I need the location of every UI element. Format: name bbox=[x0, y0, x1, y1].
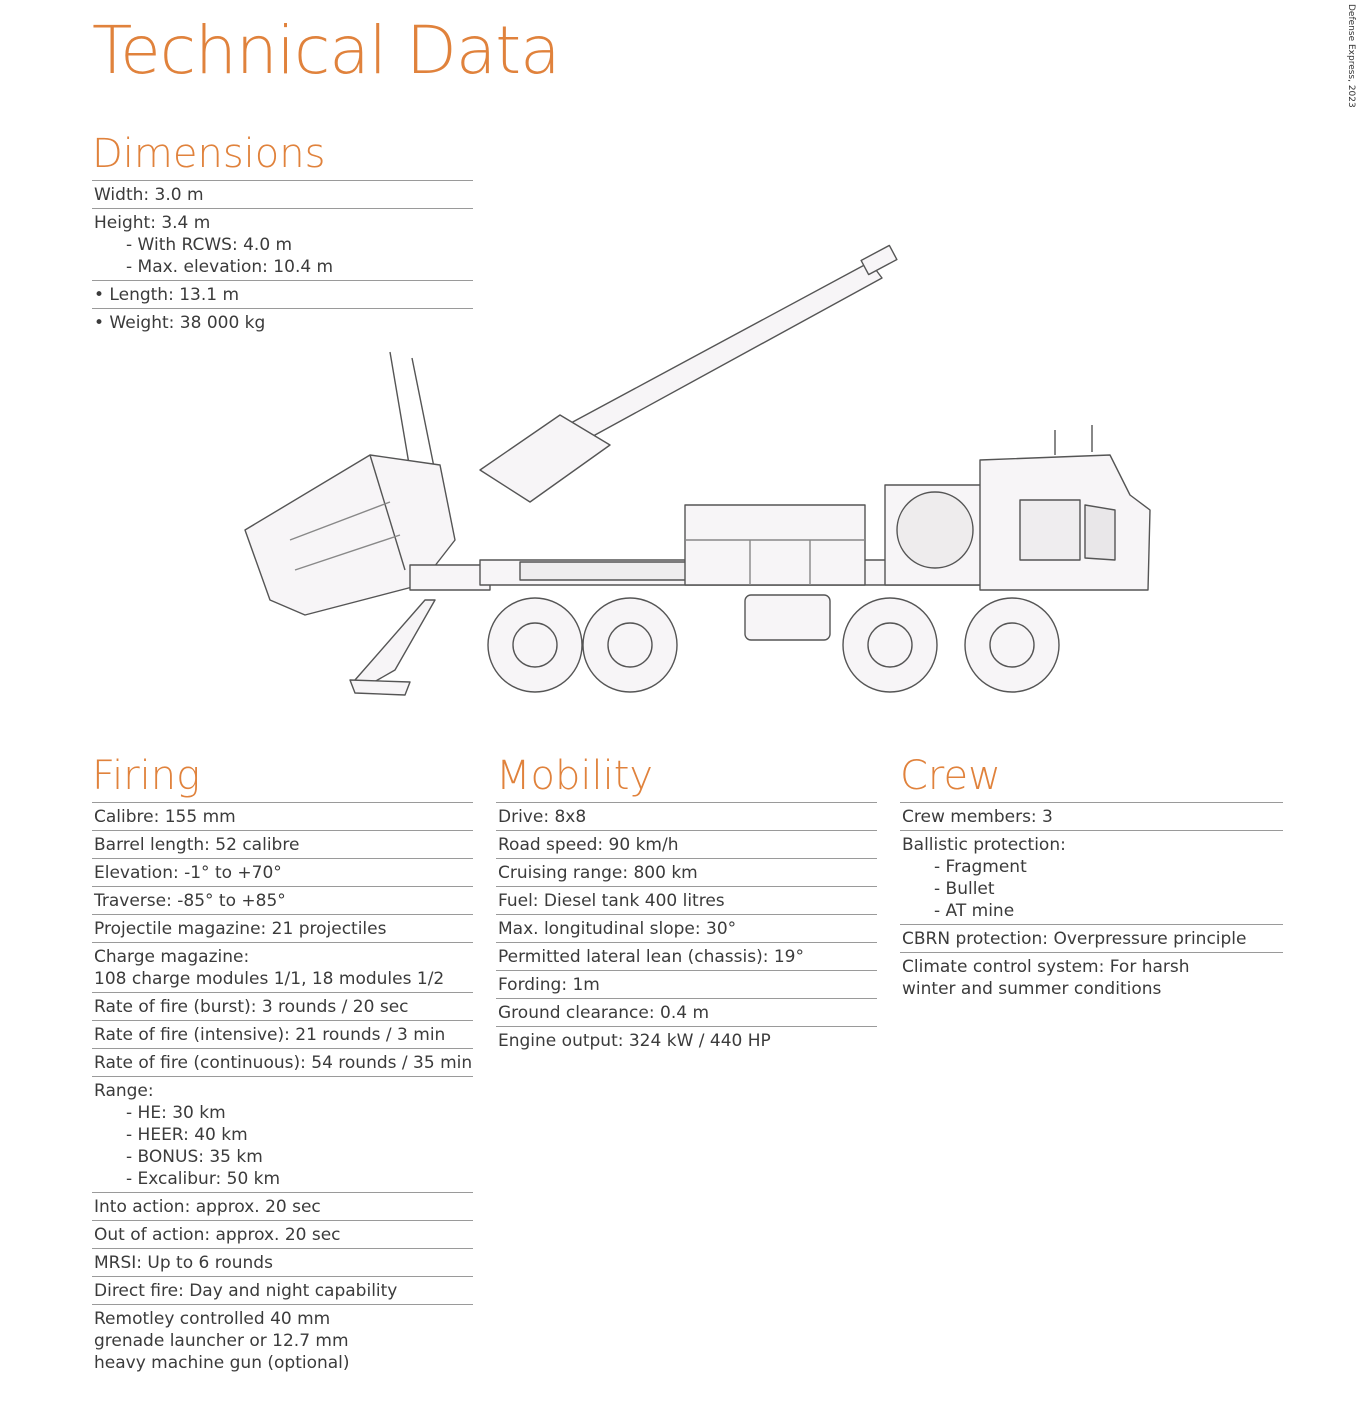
mobility-spec-row bbox=[496, 803, 877, 831]
dimensions-spec-row bbox=[92, 181, 473, 209]
spec-sub-item: - Excalibur: 50 km bbox=[126, 1169, 281, 1189]
spec-label: Out of action: approx. 20 sec bbox=[94, 1225, 341, 1245]
spec-label: Rate of fire (burst): 3 rounds / 20 sec bbox=[94, 997, 409, 1017]
spec-label: Range: bbox=[94, 1081, 154, 1101]
firing-section bbox=[92, 750, 473, 1376]
spec-label: Remotley controlled 40 mm bbox=[94, 1309, 331, 1329]
firing-spec-row bbox=[92, 1221, 473, 1249]
firing-spec-row bbox=[92, 1249, 473, 1277]
mobility-spec-row bbox=[496, 1027, 877, 1054]
firing-list bbox=[92, 802, 473, 1376]
spec-label: Permitted lateral lean (chassis): 19° bbox=[498, 947, 804, 967]
crew-section bbox=[900, 750, 1283, 1002]
mobility-heading: Mobility bbox=[496, 753, 654, 799]
spec-label: Rate of fire (intensive): 21 rounds / 3 min bbox=[94, 1025, 446, 1045]
spec-label: Crew members: 3 bbox=[902, 807, 1053, 827]
mobility-spec-row bbox=[496, 859, 877, 887]
howitzer-vehicle-illustration bbox=[230, 240, 1170, 710]
spec-label: CBRN protection: Overpressure principle bbox=[902, 929, 1247, 949]
firing-spec-row bbox=[92, 1193, 473, 1221]
spec-sub-item: - Max. elevation: 10.4 m bbox=[126, 257, 334, 277]
firing-spec-row bbox=[92, 993, 473, 1021]
spec-label: Charge magazine: bbox=[94, 947, 250, 967]
spec-label: Fording: 1m bbox=[498, 975, 600, 995]
firing-spec-row bbox=[92, 915, 473, 943]
spec-continuation: grenade launcher or 12.7 mm bbox=[94, 1331, 349, 1351]
spec-label: Height: 3.4 m bbox=[94, 213, 211, 233]
spec-label: Cruising range: 800 km bbox=[498, 863, 698, 883]
firing-spec-row bbox=[92, 1021, 473, 1049]
firing-spec-row bbox=[92, 859, 473, 887]
spec-label: Ground clearance: 0.4 m bbox=[498, 1003, 709, 1023]
spec-continuation: 108 charge modules 1/1, 18 modules 1/2 bbox=[94, 969, 445, 989]
firing-spec-row bbox=[92, 831, 473, 859]
spec-sub-item: - BONUS: 35 km bbox=[126, 1147, 263, 1167]
crew-spec-row bbox=[900, 803, 1283, 831]
crew-list bbox=[900, 802, 1283, 1002]
spec-label: • Weight: 38 000 kg bbox=[94, 313, 266, 333]
spec-label: Calibre: 155 mm bbox=[94, 807, 236, 827]
image-credit: Defense Express, 2023 bbox=[1346, 4, 1356, 108]
firing-spec-row bbox=[92, 1049, 473, 1077]
mobility-spec-row bbox=[496, 943, 877, 971]
mobility-spec-row bbox=[496, 887, 877, 915]
spec-label: • Length: 13.1 m bbox=[94, 285, 240, 305]
crew-spec-row bbox=[900, 831, 1283, 925]
crew-spec-row bbox=[900, 925, 1283, 953]
spec-label: Fuel: Diesel tank 400 litres bbox=[498, 891, 725, 911]
spec-sub-item: - With RCWS: 4.0 m bbox=[126, 235, 293, 255]
spec-label: Climate control system: For harsh bbox=[902, 957, 1190, 977]
spec-label: Barrel length: 52 calibre bbox=[94, 835, 300, 855]
mobility-section bbox=[496, 750, 877, 1054]
firing-spec-row bbox=[92, 1077, 473, 1193]
spec-sub-item: - AT mine bbox=[934, 901, 1015, 921]
spec-label: Width: 3.0 m bbox=[94, 185, 204, 205]
firing-spec-row bbox=[92, 943, 473, 993]
firing-spec-row bbox=[92, 1305, 473, 1376]
spec-label: Into action: approx. 20 sec bbox=[94, 1197, 321, 1217]
spec-label: Direct fire: Day and night capability bbox=[94, 1281, 398, 1301]
firing-spec-row bbox=[92, 887, 473, 915]
mobility-spec-row bbox=[496, 971, 877, 999]
firing-spec-row bbox=[92, 1277, 473, 1305]
crew-heading: Crew bbox=[900, 753, 1001, 799]
mobility-list bbox=[496, 802, 877, 1054]
crew-spec-row bbox=[900, 953, 1283, 1002]
spec-label: Rate of fire (continuous): 54 rounds / 35 min bbox=[94, 1053, 473, 1073]
mobility-spec-row bbox=[496, 999, 877, 1027]
spec-label: Engine output: 324 kW / 440 HP bbox=[498, 1031, 771, 1051]
spec-sub-item: - HE: 30 km bbox=[126, 1103, 226, 1123]
spec-sub-item: - Fragment bbox=[934, 857, 1027, 877]
spec-label: Elevation: -1° to +70° bbox=[94, 863, 282, 883]
firing-heading: Firing bbox=[92, 753, 201, 799]
page-title: Technical Data bbox=[92, 12, 560, 89]
dimensions-heading: Dimensions bbox=[92, 131, 326, 177]
firing-spec-row bbox=[92, 803, 473, 831]
spec-continuation: heavy machine gun (optional) bbox=[94, 1353, 350, 1373]
spec-label: MRSI: Up to 6 rounds bbox=[94, 1253, 273, 1273]
spec-label: Drive: 8x8 bbox=[498, 807, 587, 827]
mobility-spec-row bbox=[496, 831, 877, 859]
spec-label: Traverse: -85° to +85° bbox=[94, 891, 286, 911]
mobility-spec-row bbox=[496, 915, 877, 943]
spec-sub-item: - HEER: 40 km bbox=[126, 1125, 248, 1145]
spec-sub-item: - Bullet bbox=[934, 879, 995, 899]
spec-label: Ballistic protection: bbox=[902, 835, 1066, 855]
spec-label: Road speed: 90 km/h bbox=[498, 835, 679, 855]
spec-label: Max. longitudinal slope: 30° bbox=[498, 919, 737, 939]
spec-label: Projectile magazine: 21 projectiles bbox=[94, 919, 387, 939]
spec-continuation: winter and summer conditions bbox=[902, 979, 1162, 999]
